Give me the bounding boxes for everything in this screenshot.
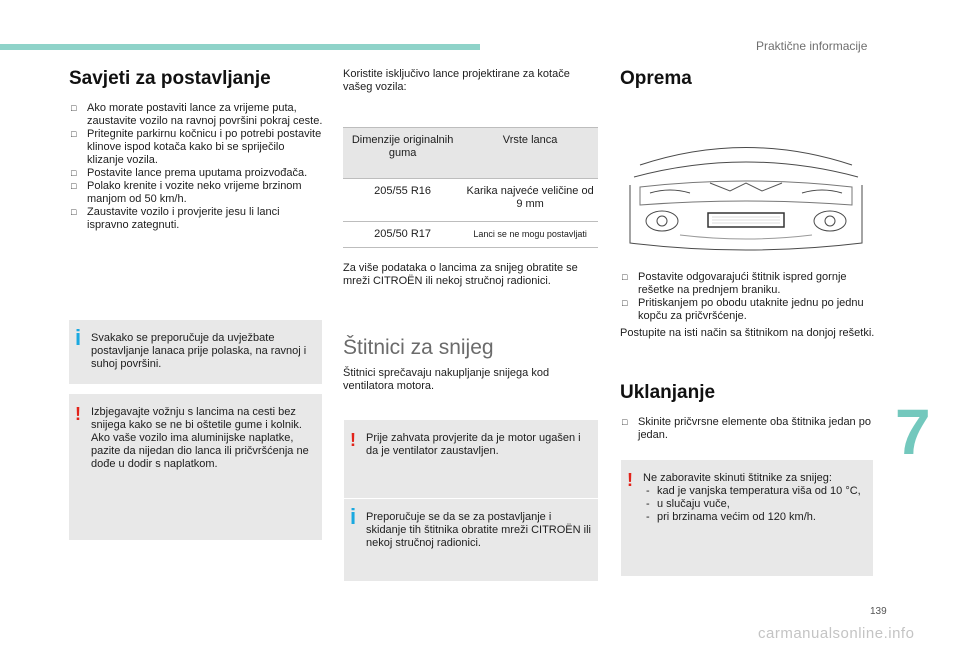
warning-note-engine: ! Prije zahvata provjerite da je motor ugašen i da je ventilator zaustavljen. xyxy=(344,420,598,498)
chains-intro: Koristite isključivo lance projektirane za kotače vašeg vozila: xyxy=(343,68,570,93)
watermark: carmanualsonline.info xyxy=(758,625,915,642)
heading-stitnici: Štitnici za snijeg xyxy=(343,336,494,359)
table-header: Dimenzije originalnih guma xyxy=(343,128,462,179)
table-row xyxy=(343,179,598,222)
warning-note-remove xyxy=(621,460,873,576)
heading-uklanjanje: Uklanjanje xyxy=(620,382,716,403)
page-number: 139 xyxy=(870,606,887,617)
table-cell: 205/55 R16 xyxy=(343,179,462,222)
list-item: □ Pritegnite parkirnu kočnicu i po potrebi postavite klinove ispod kotača kako bi se spriječilo klizanje vozila. xyxy=(69,128,324,167)
list-item: □ Skinite pričvrsne elemente oba štitnika jedan po jedan. xyxy=(620,416,875,442)
list-item: - kad je vanjska temperatura viša od 10 °C, xyxy=(643,485,867,498)
list-item: □ Ako morate postaviti lance za vrijeme puta, zaustavite vozilo na ravnoj površini pokraj ceste. xyxy=(69,102,324,128)
table-header: Vrste lanca xyxy=(462,128,598,179)
list-item: □ Zaustavite vozilo i provjerite jesu li lanci ispravno zategnuti. xyxy=(69,206,324,232)
table-cell: Lanci se ne mogu postavljati xyxy=(462,222,598,248)
warning-intro: Ne zaboravite skinuti štitnike za snijeg: xyxy=(643,472,832,484)
header-accent-bar xyxy=(0,44,480,50)
info-icon: i xyxy=(75,325,82,350)
list-item: - pri brzinama većim od 120 km/h. xyxy=(643,511,867,524)
chains-more-info: Za više podataka o lancima za snijeg obratite se mreži CITROËN ili nekoj stručnoj radionici. xyxy=(343,262,578,287)
warning-conditions-list xyxy=(643,485,867,524)
warning-icon: ! xyxy=(627,470,633,490)
chapter-number: 7 xyxy=(895,396,931,468)
table-cell: Karika najveće veličine od 9 mm xyxy=(462,179,598,222)
stitnici-desc: Štitnici sprečavaju nakupljanje snijega kod ventilatora motora. xyxy=(343,367,550,392)
list-item: □ Postavite odgovarajući štitnik ispred gornje rešetke na prednjem braniku. xyxy=(620,271,875,297)
chains-table xyxy=(343,127,598,248)
list-item: □ Pritiskanjem po obodu utaknite jednu po jednu kopču za pričvršćenje. xyxy=(620,297,875,323)
removal-list xyxy=(620,416,875,442)
warning-note-no-snow: ! Izbjegavajte vožnju s lancima na cesti bez snijega kako se ne bi oštetile gume i kolnik. Ako vaše vozilo ima aluminijske naplatke, pazite da nijedan dio lanca ili pričvršćenja ne dođe u dodir s naplatkom. xyxy=(69,394,322,540)
table-row xyxy=(343,222,598,248)
table-cell: 205/50 R17 xyxy=(343,222,462,248)
info-icon: i xyxy=(350,504,357,529)
list-item: □ Polako krenite i vozite neko vrijeme brzinom manjom od 50 km/h. xyxy=(69,180,324,206)
warning-icon: ! xyxy=(350,430,356,450)
car-front-illustration xyxy=(620,125,872,263)
fitting-list xyxy=(620,271,875,323)
heading-oprema: Oprema xyxy=(620,68,692,89)
lower-grille-instruction: Postupite na isti način sa štitnikom na donjoj rešetki. xyxy=(620,327,875,339)
install-tips-list xyxy=(69,102,324,232)
heading-savjeti: Savjeti za postavljanje xyxy=(69,68,271,89)
warning-icon: ! xyxy=(75,404,81,424)
info-note-practice: i Svakako se preporučuje da uvježbate postavljanje lanaca prije polaska, na ravnoj i suhoj površini. xyxy=(69,320,322,384)
list-item: □ Postavite lance prema uputama proizvođača. xyxy=(69,167,324,180)
info-note-network: i Preporučuje se da se za postavljanje i skidanje tih štitnika obratite mreži CITROËN ili nekoj stručnoj radionici. xyxy=(344,499,598,581)
section-title: Praktične informacije xyxy=(756,39,868,53)
list-item: - u slučaju vuče, xyxy=(643,498,867,511)
